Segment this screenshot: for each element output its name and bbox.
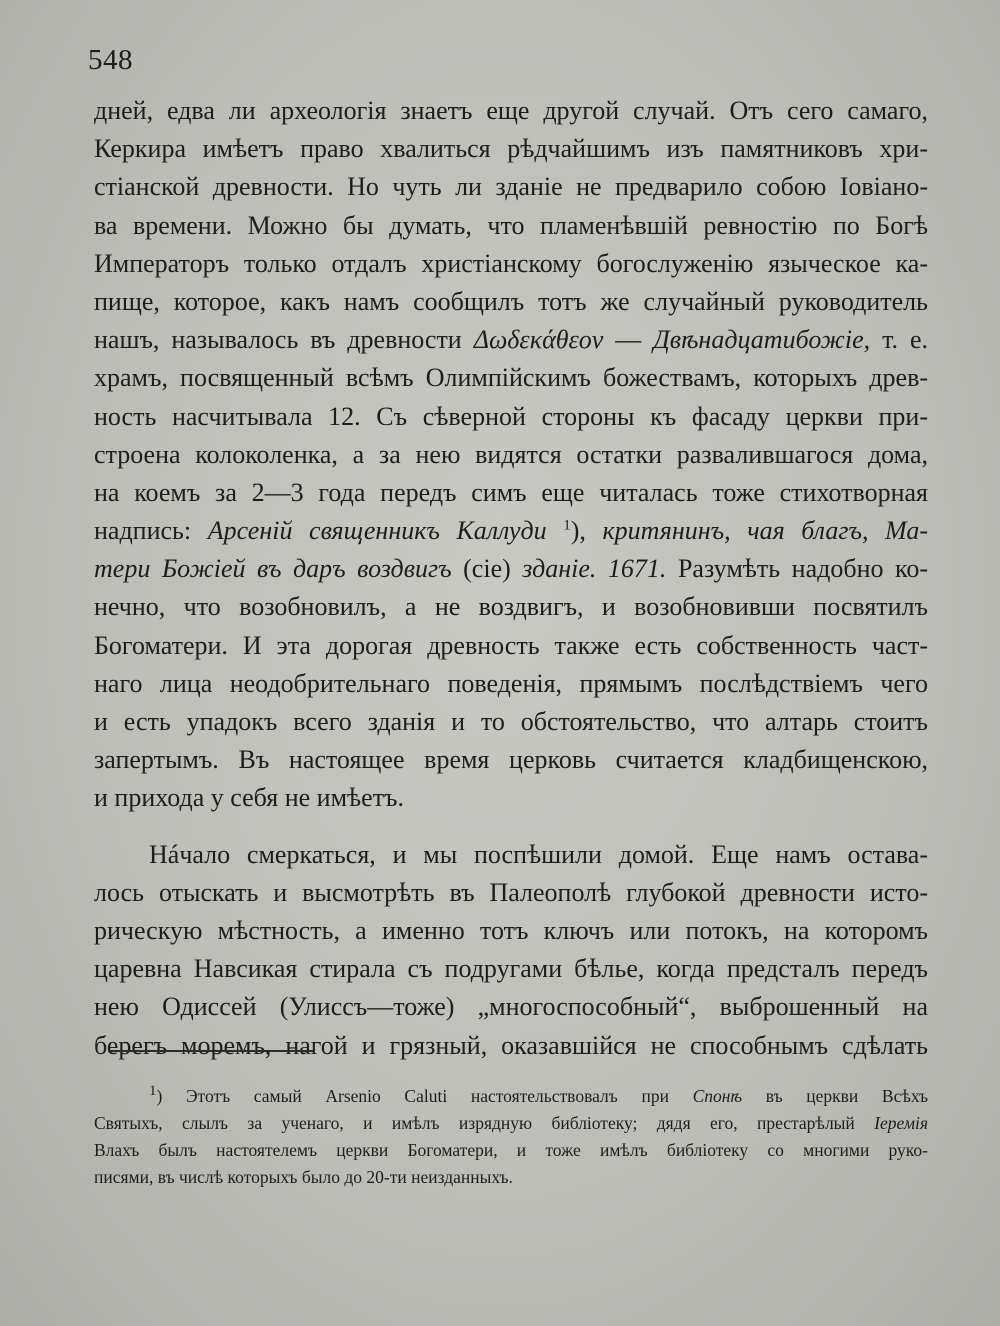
text-line: берегъ моремъ, нагой и грязный, оказавшійся не способнымъ сдѣлать bbox=[94, 1030, 928, 1060]
footnote-line: Влахъ былъ настоятелемъ церкви Богоматери, и тоже имѣлъ библіотеку со многими руко- bbox=[94, 1140, 928, 1160]
text-line: рическую мѣстность, а именно тотъ ключъ или потокъ, на которомъ bbox=[94, 915, 928, 945]
greek-word: Δωδεκάθεον bbox=[473, 325, 604, 355]
text-line: на коемъ за 2—3 года передъ симъ еще читалась тоже стихотворная bbox=[94, 477, 928, 507]
text-run: нашъ, называлось въ древности bbox=[94, 325, 462, 355]
paragraph-1 bbox=[94, 92, 928, 818]
text-line: Императоръ только отдалъ христіанскому богослуженію языческое ка- bbox=[94, 248, 928, 278]
text-line: царевна Навсикая стирала съ подругами бѣлье, когда предсталъ передъ bbox=[94, 954, 928, 984]
inscription-italic: тери Божіей въ даръ воздвигъ bbox=[94, 554, 452, 584]
text-line: и есть упадокъ всего зданія и то обстоятельство, что алтарь стоитъ bbox=[94, 707, 928, 736]
italic-name: Спонѣ bbox=[692, 1086, 743, 1106]
text-line: храмъ, посвященный всѣмъ Олимпійскимъ божествамъ, которыхъ древ- bbox=[94, 363, 928, 393]
text-line: лось отыскать и высмотрѣть въ Палеополѣ глубокой древности исто- bbox=[94, 877, 928, 907]
text-line: пище, которое, какъ намъ сообщилъ тотъ же случайный руководитель bbox=[94, 286, 928, 316]
text-run: ), bbox=[570, 516, 603, 546]
inscription-italic: критянинъ, чая благъ, Ма- bbox=[602, 516, 928, 546]
footnote bbox=[94, 1083, 928, 1191]
text-run: надпись: bbox=[94, 516, 208, 546]
text-line: Керкира имѣетъ право хвалиться рѣдчайшимъ изъ памятниковъ хри- bbox=[94, 134, 928, 164]
text-line: ность насчитывала 12. Съ сѣверной стороны къ фасаду церкви при- bbox=[94, 401, 928, 431]
text-line: Нáчало смеркаться, и мы поспѣшили домой. Еще намъ остава- bbox=[149, 839, 928, 869]
footnote-divider bbox=[108, 1050, 313, 1052]
footnote-line bbox=[94, 1110, 928, 1137]
italic-name: Іеремія bbox=[874, 1113, 928, 1133]
text-run: ) Этотъ самый Arsenio Caluti настоятельствовалъ при bbox=[156, 1086, 693, 1106]
text-line bbox=[94, 321, 928, 359]
text-line: ва времени. Можно бы думать, что пламенѣвшій ревностію по Богѣ bbox=[94, 210, 928, 240]
text-line: Богоматери. И эта дорогая древность также есть собственность част- bbox=[94, 630, 928, 660]
paragraph-2 bbox=[94, 836, 928, 1065]
text-run: въ церкви Всѣхъ bbox=[742, 1086, 928, 1106]
text-run: Разумѣть надобно ко- bbox=[666, 554, 928, 584]
text-line: и прихода у себя не имѣетъ. bbox=[94, 783, 404, 813]
text-line: запертымъ. Въ настоящее время церковь считается кладбищенскою, bbox=[94, 745, 928, 775]
footnote-line: писями, въ числѣ которыхъ было до 20-ти неизданныхъ. bbox=[94, 1167, 513, 1187]
text-line bbox=[94, 512, 928, 550]
main-text bbox=[94, 92, 928, 1065]
text-run: — bbox=[603, 325, 654, 355]
text-line bbox=[94, 550, 928, 588]
text-run: (сіе) bbox=[451, 554, 523, 584]
text-line: нечно, что возобновилъ, а не воздвигъ, и возобновивши посвятилъ bbox=[94, 592, 928, 622]
footnote-number: 1 bbox=[149, 1083, 157, 1100]
paragraph-gap bbox=[94, 818, 928, 836]
text-line: стіанской древности. Но чуть ли зданіе не предварило собою Іовіано- bbox=[94, 172, 928, 202]
text-run: Святыхъ, слылъ за ученаго, и имѣлъ изрядную библіотеку; дядя его, престарѣлый bbox=[94, 1113, 875, 1133]
page-number: 548 bbox=[88, 44, 133, 76]
italic-term: Двѣнадцатибожіе, bbox=[653, 325, 871, 355]
inscription-italic: Арсеній священникъ Каллуди bbox=[207, 516, 547, 546]
text-line: нею Одиссей (Улиссъ—тоже) „многоспособный“, выброшенный на bbox=[94, 992, 928, 1022]
text-line: строена колоколенка, а за нею видятся остатки развалившагося дома, bbox=[94, 439, 928, 469]
text-line: дней, едва ли археологія знаетъ еще другой случай. Отъ сего самаго, bbox=[94, 96, 928, 125]
footnote-line bbox=[94, 1083, 928, 1110]
text-line: наго лица неодобрительнаго поведенія, прямымъ послѣдствіемъ чего bbox=[94, 668, 928, 698]
text-run: т. е. bbox=[870, 325, 928, 355]
footnote-marker[interactable]: 1 bbox=[563, 517, 571, 534]
inscription-italic: зданіе. 1671. bbox=[522, 554, 667, 584]
